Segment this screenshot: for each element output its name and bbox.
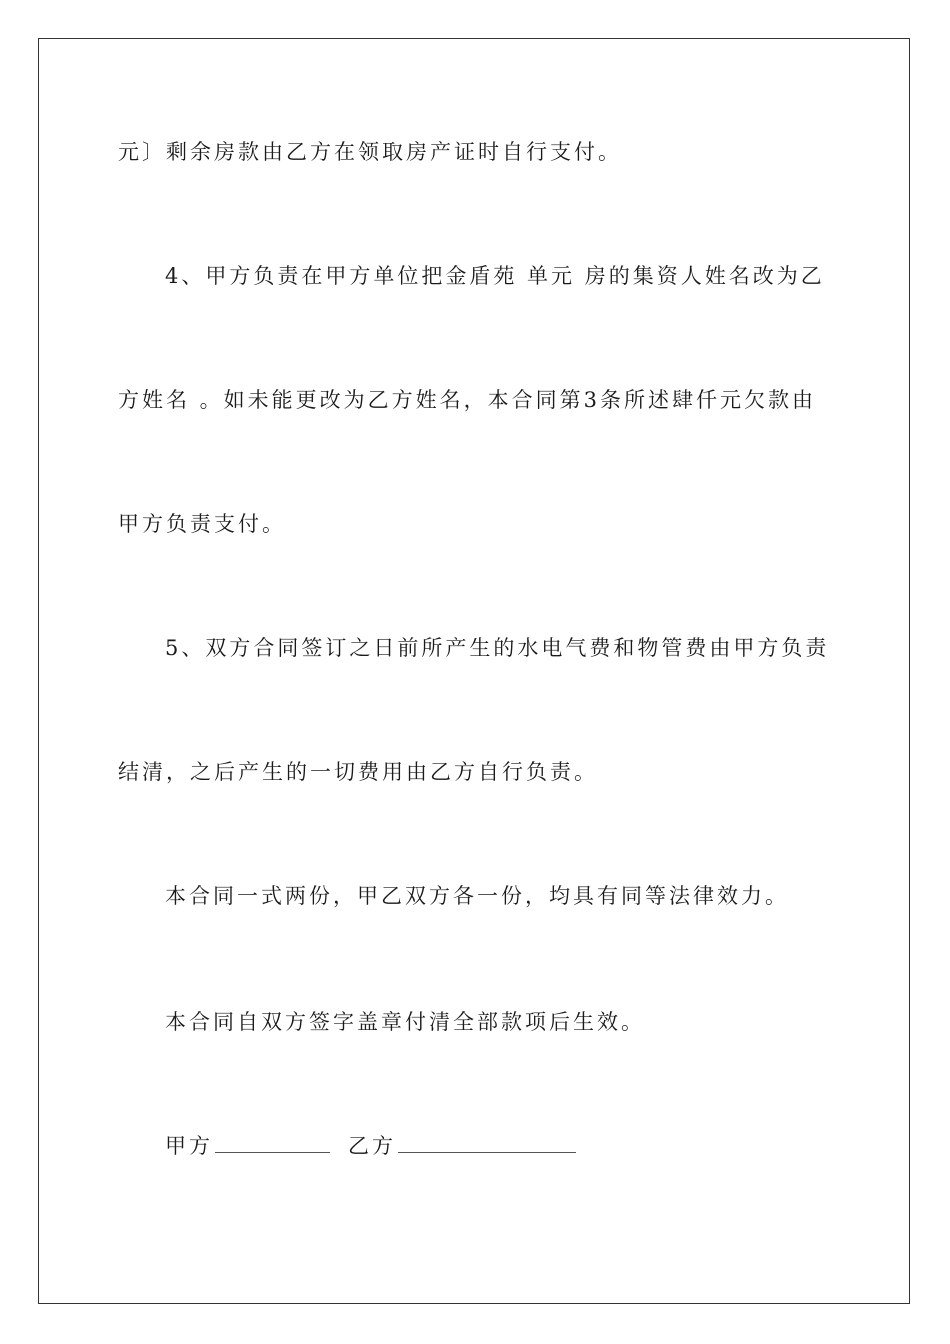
clause-5-line-2: 结清，之后产生的一切费用由乙方自行负责。 bbox=[118, 760, 598, 784]
party-b-label: 乙方 bbox=[348, 1134, 396, 1158]
clause-5-line-1: 5、双方合同签订之日前所产生的水电气费和物管费由甲方负责 bbox=[165, 636, 830, 660]
page-border bbox=[38, 38, 910, 1304]
clause-4-line-1: 4、甲方负责在甲方单位把金盾苑 单元 房的集资人姓名改为乙 bbox=[165, 264, 825, 288]
copies-clause: 本合同一式两份，甲乙双方各一份，均具有同等法律效力。 bbox=[165, 884, 789, 908]
clause-4-line-2: 方姓名 。如未能更改为乙方姓名，本合同第3条所述肆仟元欠款由 bbox=[118, 388, 817, 412]
party-a-signature-blank bbox=[215, 1151, 330, 1153]
paragraph-line-1: 元〕剩余房款由乙方在领取房产证时自行支付。 bbox=[118, 140, 622, 164]
signature-line bbox=[165, 1132, 885, 1160]
effective-clause: 本合同自双方签字盖章付清全部款项后生效。 bbox=[165, 1010, 645, 1034]
party-a-label: 甲方 bbox=[165, 1134, 213, 1158]
party-b-signature-blank bbox=[398, 1151, 576, 1153]
clause-4-line-3: 甲方负责支付。 bbox=[118, 512, 286, 536]
